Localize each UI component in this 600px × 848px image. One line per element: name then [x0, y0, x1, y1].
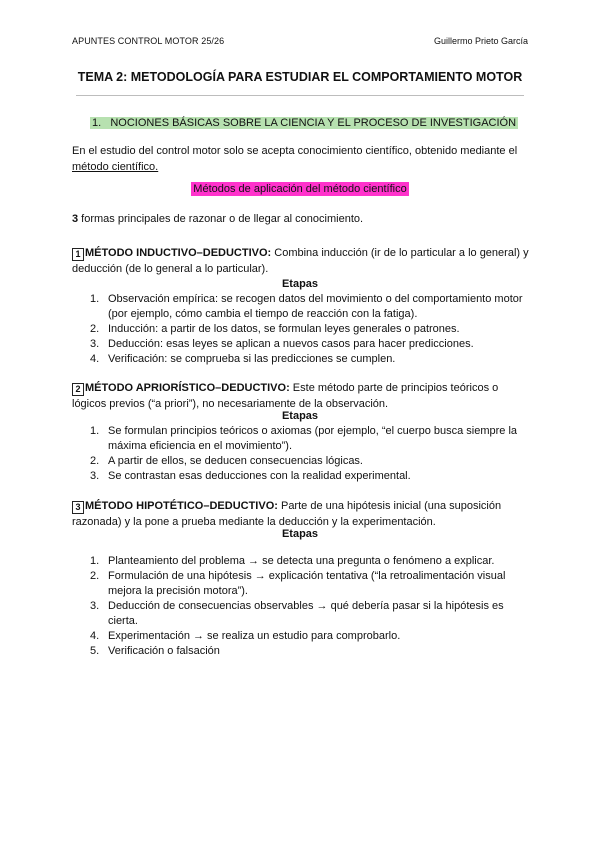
- list-item-number: 5.: [90, 645, 100, 657]
- method2-paragraph: [72, 380, 532, 412]
- section-heading: [90, 117, 518, 129]
- ways-text: formas principales de razonar o de llegar al conocimiento.: [78, 213, 364, 225]
- method1-paragraph: [72, 245, 532, 277]
- title-divider: [76, 95, 524, 96]
- method3-title: MÉTODO HIPOTÉTICO–DEDUCTIVO:: [85, 500, 278, 512]
- list-item-number: 3.: [90, 470, 100, 482]
- list-item-text: Formulación de una hipótesis → explicación tentativa (“la retroalimentación visual mejora la precisión motora”).: [108, 570, 506, 597]
- method3-steps: [90, 554, 530, 659]
- method1-desc: Combina inducción (ir de lo particular a lo general) y deducción (de lo general a lo particular).: [72, 247, 529, 275]
- ways-paragraph: [72, 211, 532, 227]
- method1-badge: 1: [72, 248, 84, 261]
- list-item: [90, 469, 530, 484]
- list-item: [90, 554, 530, 569]
- method3-badge: 3: [72, 501, 84, 514]
- method3-paragraph: [72, 498, 532, 530]
- section-heading-highlight: [90, 117, 518, 129]
- method3-etapas: Etapas: [281, 528, 319, 540]
- list-item-text: Se contrastan esas deducciones con la realidad experimental.: [108, 470, 411, 482]
- list-item-text: Observación empírica: se recogen datos del movimiento o del comportamiento motor (por ejemplo, cómo cambia el tiempo de reacción con la fatiga).: [108, 293, 523, 320]
- list-item-number: 2.: [90, 323, 100, 335]
- method1-etapas: Etapas: [281, 278, 319, 290]
- list-item-number: 1.: [90, 425, 100, 437]
- method2-etapas: Etapas: [281, 410, 319, 422]
- methods-heading: [0, 183, 600, 195]
- page-title: TEMA 2: METODOLOGÍA PARA ESTUDIAR EL COMPORTAMIENTO MOTOR: [77, 70, 523, 84]
- list-item-number: 3.: [90, 338, 100, 350]
- header-course: APUNTES CONTROL MOTOR 25/26: [72, 36, 225, 46]
- list-item-number: 1.: [90, 293, 100, 305]
- method2-steps: [90, 424, 530, 484]
- list-item: [90, 337, 530, 352]
- list-item-text: Planteamiento del problema → se detecta una pregunta o fenómeno a explicar.: [108, 555, 495, 567]
- list-item-number: 4.: [90, 630, 100, 642]
- method2-desc: Este método parte de principios teóricos o lógicos previos (“a priori”), no necesariamente de la observación.: [72, 382, 499, 410]
- list-item-text: Deducción: esas leyes se aplican a nuevos casos para hacer predicciones.: [108, 338, 474, 350]
- list-item-number: 1.: [90, 555, 100, 567]
- section-number: 1.: [92, 117, 102, 129]
- list-item-text: Experimentación → se realiza un estudio para comprobarlo.: [108, 630, 401, 642]
- list-item-text: Inducción: a partir de los datos, se formulan leyes generales o patrones.: [108, 323, 460, 335]
- header-author: Guillermo Prieto García: [433, 36, 528, 46]
- intro-text: En el estudio del control motor solo se acepta conocimiento científico, obtenido mediante el: [72, 145, 518, 157]
- method1-title: MÉTODO INDUCTIVO–DEDUCTIVO:: [85, 247, 272, 259]
- method2-title: MÉTODO APRIORÍSTICO–DEDUCTIVO:: [85, 382, 290, 394]
- methods-heading-text: Métodos de aplicación del método científico: [193, 183, 407, 195]
- list-item: [90, 599, 530, 629]
- list-item-number: 3.: [90, 600, 100, 612]
- section-title: NOCIONES BÁSICAS SOBRE LA CIENCIA Y EL PROCESO DE INVESTIGACIÓN: [110, 117, 517, 129]
- intro-paragraph: [72, 143, 532, 175]
- ways-count: 3: [72, 213, 79, 225]
- list-item: [90, 352, 530, 367]
- list-item: [90, 424, 530, 454]
- list-item: [90, 292, 530, 322]
- list-item-text: Se formulan principios teóricos o axiomas (por ejemplo, “el cuerpo busca siempre la máxima eficiencia en el movimiento”).: [108, 425, 518, 452]
- list-item-number: 2.: [90, 570, 100, 582]
- intro-underlined: método científico.: [72, 161, 159, 173]
- list-item: [90, 629, 530, 644]
- list-item-text: Verificación: se comprueba si las predicciones se cumplen.: [108, 353, 396, 365]
- list-item: [90, 569, 530, 599]
- list-item-text: A partir de ellos, se deducen consecuencias lógicas.: [108, 455, 363, 467]
- list-item-number: 4.: [90, 353, 100, 365]
- list-item: [90, 644, 530, 659]
- method3-desc: Parte de una hipótesis inicial (una suposición razonada) y la pone a prueba mediante la deducción y la experimentación.: [72, 500, 502, 528]
- list-item: [90, 322, 530, 337]
- method2-badge: 2: [72, 383, 84, 396]
- list-item-text: Verificación o falsación: [108, 645, 220, 657]
- list-item: [90, 454, 530, 469]
- list-item-text: Deducción de consecuencias observables → qué debería pasar si la hipótesis es cierta.: [108, 600, 504, 627]
- list-item-number: 2.: [90, 455, 100, 467]
- method1-steps: [90, 292, 530, 367]
